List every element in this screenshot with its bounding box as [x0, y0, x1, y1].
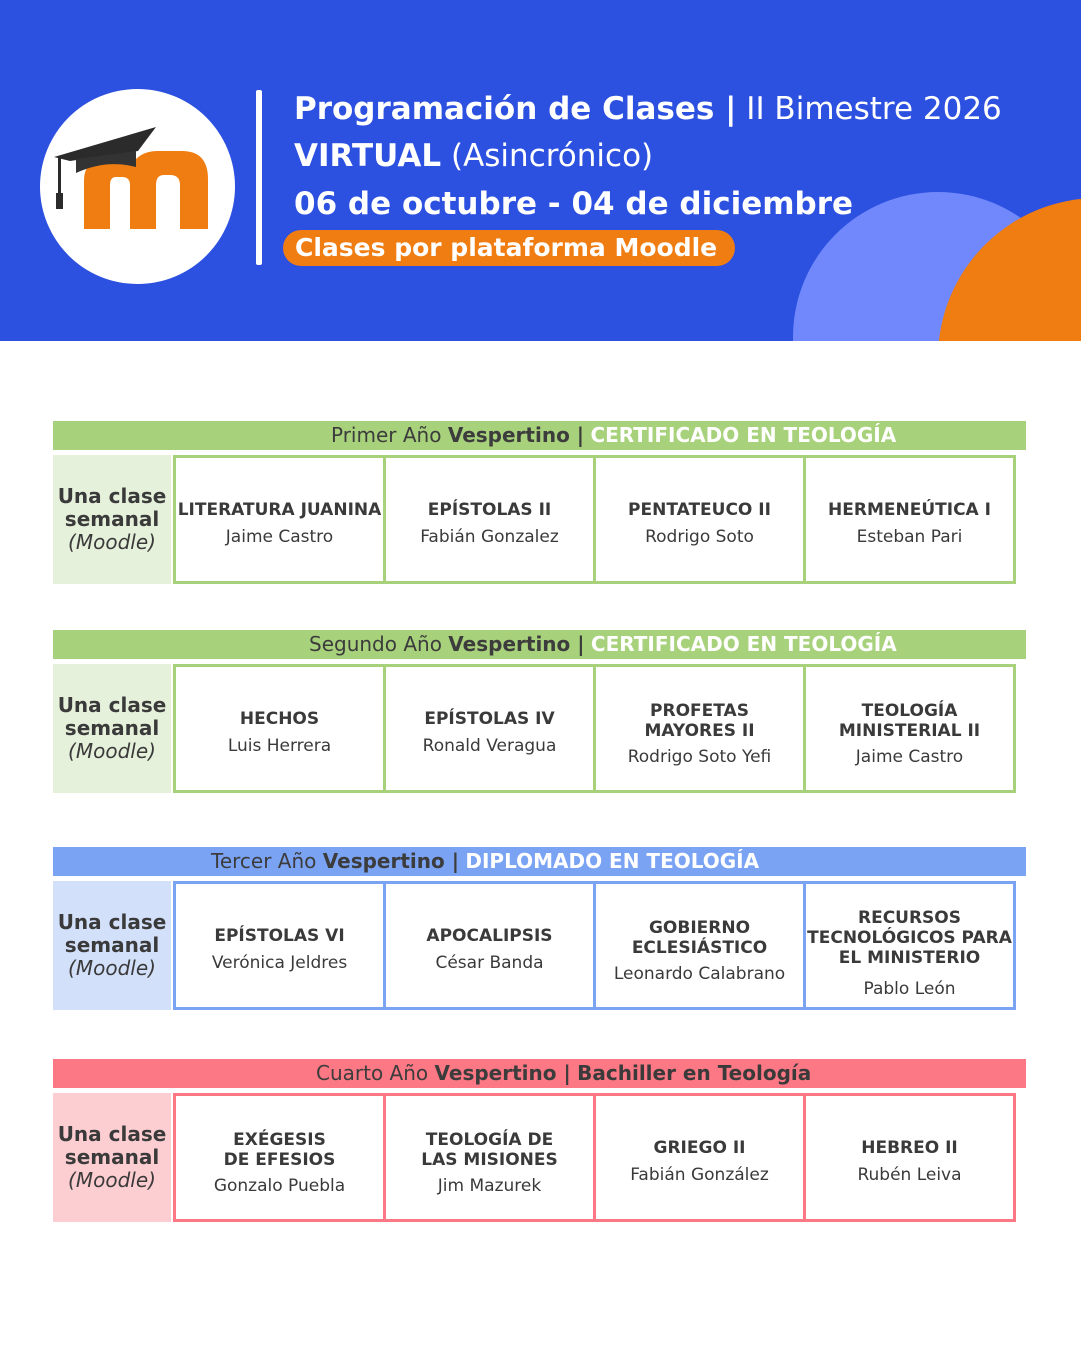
course-cell	[173, 1093, 386, 1222]
program-label: CERTIFICADO EN TEOLOGÍA	[590, 632, 897, 656]
course-cell	[383, 664, 596, 793]
mode-bold: VIRTUAL	[294, 138, 442, 174]
frequency-label	[53, 881, 171, 1010]
course-cell	[593, 455, 806, 584]
course-name	[596, 500, 803, 520]
section-body	[53, 664, 1026, 793]
course-name	[176, 1130, 383, 1170]
course-row	[173, 455, 1026, 584]
course-name-line: MAYORES II	[644, 721, 755, 741]
teacher-name: Rubén Leiva	[857, 1165, 962, 1185]
year-label: Primer Año	[331, 423, 442, 447]
title-period: II Bimestre 2026	[746, 91, 1002, 127]
teacher-name: César Banda	[435, 953, 544, 973]
section-body	[53, 1093, 1026, 1222]
teacher-name: Jim Mazurek	[437, 1176, 542, 1196]
turn-label: Vespertino |	[322, 849, 460, 873]
teacher-name: Ronald Veragua	[422, 736, 557, 756]
mode-detail: (Asincrónico)	[450, 138, 654, 174]
course-name	[596, 1138, 803, 1158]
course-cell	[173, 664, 386, 793]
course-name	[386, 709, 593, 729]
course-name-line: HERMENEÚTICA I	[828, 500, 991, 520]
frequency-label	[53, 664, 171, 793]
course-name	[596, 918, 803, 958]
year-label: Cuarto Año	[316, 1061, 429, 1085]
teacher-name: Jaime Castro	[855, 747, 964, 767]
course-cell	[803, 1093, 1016, 1222]
frequency-line-2: semanal	[64, 507, 160, 531]
course-name-line: PENTATEUCO II	[628, 500, 771, 520]
teacher-name: Esteban Pari	[856, 527, 963, 547]
section-body	[53, 881, 1026, 1010]
teacher-name: Rodrigo Soto	[645, 527, 754, 547]
course-cell	[383, 881, 596, 1010]
course-name-line: EPÍSTOLAS II	[427, 500, 552, 520]
program-label: CERTIFICADO EN TEOLOGÍA	[590, 423, 897, 447]
course-cell	[383, 1093, 596, 1222]
course-name-line: EL MINISTERIO	[838, 948, 981, 968]
course-cell	[803, 455, 1016, 584]
course-name-line: EXÉGESIS	[233, 1130, 326, 1150]
platform-pill: Clases por plataforma Moodle	[283, 230, 735, 266]
header-mode	[294, 137, 653, 175]
frequency-platform: (Moodle)	[68, 956, 156, 980]
turn-label: Vespertino |	[447, 423, 585, 447]
header-title	[294, 90, 1002, 128]
program-label: DIPLOMADO EN TEOLOGÍA	[465, 849, 760, 873]
course-name-line: EPÍSTOLAS VI	[214, 926, 345, 946]
course-name-line: DE EFESIOS	[223, 1150, 336, 1170]
course-name	[806, 908, 1013, 968]
moodle-m-icon	[40, 89, 235, 284]
frequency-label	[53, 455, 171, 584]
turn-label: Vespertino |	[434, 1061, 571, 1085]
course-cell	[593, 664, 806, 793]
course-row	[173, 1093, 1026, 1222]
course-name-line: PROFETAS	[650, 701, 749, 721]
teacher-name: Luis Herrera	[227, 736, 332, 756]
course-cell	[383, 455, 596, 584]
section-title-bar	[53, 630, 1026, 659]
course-cell	[803, 881, 1016, 1010]
course-cell	[593, 1093, 806, 1222]
section-title-bar	[53, 847, 1026, 876]
course-name	[806, 701, 1013, 741]
frequency-platform: (Moodle)	[68, 530, 156, 554]
course-name-line: TECNOLÓGICOS PARA	[807, 928, 1012, 948]
course-cell	[593, 881, 806, 1010]
turn-label: Vespertino |	[448, 632, 585, 656]
frequency-platform: (Moodle)	[68, 739, 156, 763]
teacher-name: Jaime Castro	[225, 527, 334, 547]
course-name	[386, 1130, 593, 1170]
header-dates: 06 de octubre - 04 de diciembre	[294, 186, 854, 222]
course-name	[386, 926, 593, 946]
frequency-line-1: Una clase	[57, 910, 167, 934]
course-name-line: HEBREO II	[861, 1138, 958, 1158]
teacher-name: Leonardo Calabrano	[613, 964, 786, 984]
course-name	[386, 500, 593, 520]
course-name	[176, 709, 383, 729]
course-name	[806, 500, 1013, 520]
section-title-bar	[53, 421, 1026, 450]
course-name-line: APOCALIPSIS	[426, 926, 553, 946]
course-name	[176, 926, 383, 946]
frequency-line-2: semanal	[64, 933, 160, 957]
title-bold: Programación de Clases |	[294, 91, 737, 127]
course-name-line: ECLESIÁSTICO	[631, 938, 768, 958]
course-row	[173, 664, 1026, 793]
teacher-name: Fabián Gonzalez	[420, 527, 559, 547]
frequency-platform: (Moodle)	[68, 1168, 156, 1192]
frequency-line-1: Una clase	[57, 693, 167, 717]
teacher-name: Verónica Jeldres	[211, 953, 348, 973]
section-body	[53, 455, 1026, 584]
course-cell	[173, 881, 386, 1010]
course-name-line: TEOLOGÍA DE	[425, 1130, 554, 1150]
header-divider	[256, 90, 262, 265]
course-row	[173, 881, 1026, 1010]
teacher-name: Gonzalo Puebla	[213, 1176, 346, 1196]
frequency-line-1: Una clase	[57, 1122, 167, 1146]
header-banner	[0, 0, 1081, 341]
course-cell	[803, 664, 1016, 793]
course-name-line: HECHOS	[239, 709, 320, 729]
teacher-name: Pablo León	[863, 979, 956, 999]
program-label: Bachiller en Teología	[577, 1061, 812, 1085]
frequency-line-1: Una clase	[57, 484, 167, 508]
course-name	[176, 500, 383, 520]
teacher-name: Fabián González	[630, 1165, 769, 1185]
year-label: Tercer Año	[211, 849, 317, 873]
course-name-line: TEOLOGÍA	[861, 701, 958, 721]
course-name-line: LITERATURA JUANINA	[177, 500, 382, 520]
course-name-line: RECURSOS	[857, 908, 961, 928]
course-cell	[173, 455, 386, 584]
course-name-line: EPÍSTOLAS IV	[424, 709, 555, 729]
course-name	[596, 701, 803, 741]
teacher-name: Rodrigo Soto Yefi	[627, 747, 772, 767]
section-title-bar	[53, 1059, 1026, 1088]
course-name-line: GRIEGO II	[653, 1138, 746, 1158]
course-name	[806, 1138, 1013, 1158]
moodle-logo	[40, 89, 235, 284]
course-name-line: LAS MISIONES	[421, 1150, 558, 1170]
year-label: Segundo Año	[309, 632, 442, 656]
course-name-line: MINISTERIAL II	[838, 721, 981, 741]
frequency-label	[53, 1093, 171, 1222]
course-name-line: GOBIERNO	[648, 918, 751, 938]
frequency-line-2: semanal	[64, 1145, 160, 1169]
frequency-line-2: semanal	[64, 716, 160, 740]
